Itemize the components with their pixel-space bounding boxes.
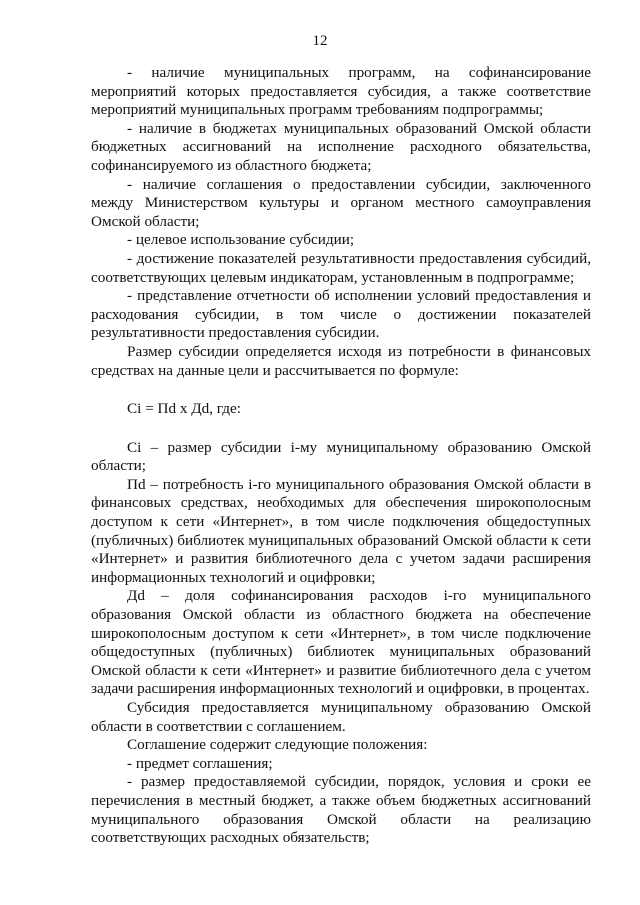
paragraph-agreement-contents: Соглашение содержит следующие положения:	[127, 736, 428, 754]
paragraph-pd-definition: Пd – потребность i-го муниципального образования Омской области в финансовых средствах, необходимых для обеспечения широкополосным доступом к сети «Интернет», в том числе подключения общедоступных (публичных) библиотек муниципальных образований Омской области к сети «Интернет» и развития библиотечного дела с учетом задачи расширения информационных технологий и оцифровки;	[91, 475, 591, 586]
paragraph-subsidy-agreement: - наличие соглашения о предоставлении субсидии, заключенного между Министерством культуры и органом местного самоуправления Омской области;	[91, 175, 591, 230]
list-item-subsidy-amount: - размер предоставляемой субсидии, порядок, условия и сроки ее перечисления в местный бюджет, а также объем бюджетных ассигнований муниципального образования Омской области на реализацию соответствующих расходных обязательств;	[91, 773, 591, 847]
paragraph-subsidy-provision: Субсидия предоставляется муниципальному образованию Омской области в соответствии с соглашением.	[91, 699, 591, 735]
paragraph-subsidy-size: Размер субсидии определяется исходя из потребности в финансовых средствах на данные цели и рассчитывается по формуле:	[91, 342, 591, 379]
paragraph-municipal-programs: - наличие муниципальных программ, на софинансирование мероприятий которых предоставляется субсидия, а также соответствие мероприятий муниципальных программ требованиям подпрограммы;	[91, 64, 591, 119]
paragraph-reporting: - представление отчетности об исполнении условий предоставления и расходования субсидии, в том числе о достижении показателей результативности предоставления субсидии.	[91, 287, 591, 342]
paragraph-performance-indicators: - достижение показателей результативности предоставления субсидий, соответствующих целевым индикаторам, установленным в подпрограмме;	[91, 249, 591, 286]
paragraph-dd-definition: Дd – доля софинансирования расходов i-го муниципального образования Омской области из областного бюджета на обеспечение широкополосным доступом к сети «Интернет», в том числе подключение общедоступных (публичных) библиотек муниципальных образований Омской области к сети «Интернет» и развитие библиотечного дела с учетом задачи расширения информационных технологий и оцифровки, в процентах.	[91, 587, 591, 698]
document-body	[91, 64, 591, 848]
list-item-agreement-subject: - предмет соглашения;	[127, 754, 273, 772]
paragraph-ci-definition: Ci – размер субсидии i-му муниципальному образованию Омской области;	[91, 438, 591, 475]
page-number: 12	[312, 33, 328, 49]
subsidy-formula: Ci = Пd x Дd, где:	[127, 400, 241, 418]
paragraph-targeted-use: - целевое использование субсидии;	[127, 231, 355, 249]
paragraph-budget-allocations: - наличие в бюджетах муниципальных образований Омской области бюджетных ассигнований на исполнение расходного обязательства, софинансируемого из областного бюджета;	[91, 119, 591, 174]
